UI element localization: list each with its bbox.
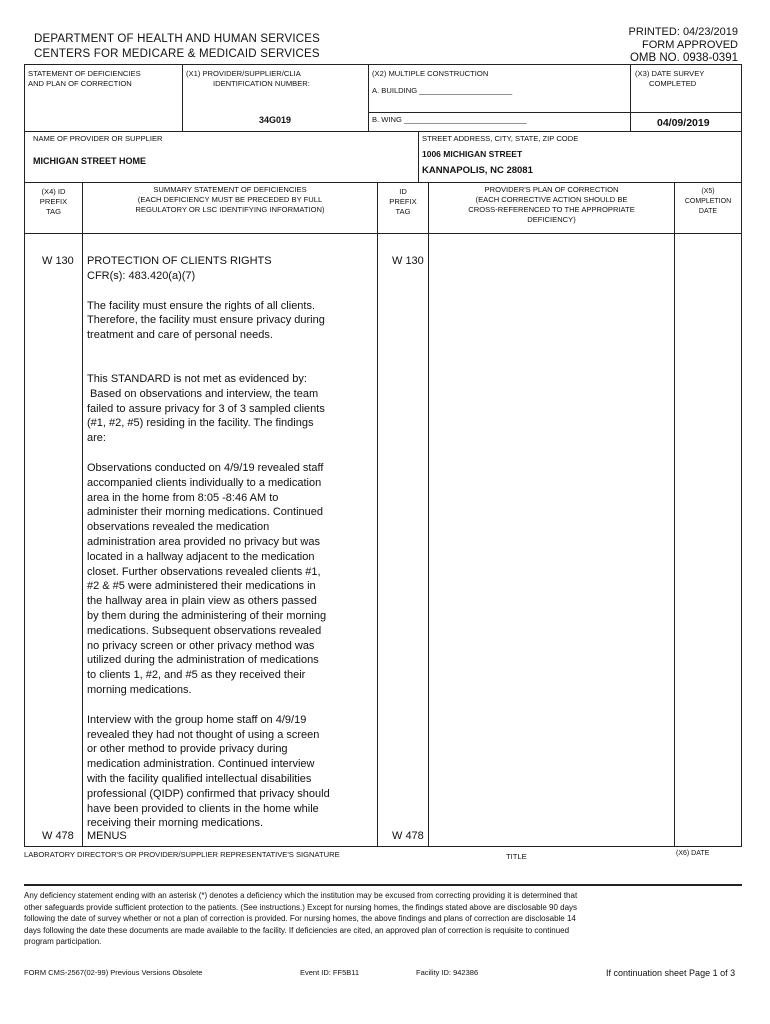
- x1-label-line: IDENTIFICATION NUMBER:: [213, 79, 310, 88]
- next-deficiency-title: MENUS: [87, 830, 127, 842]
- divider: [82, 182, 83, 846]
- survey-date: 04/09/2019: [657, 117, 710, 129]
- paragraph: [87, 461, 375, 698]
- text-line: by them during the administering of their morning: [87, 609, 327, 622]
- text-line: receiving their morning medications.: [87, 817, 264, 830]
- provider-name: MICHIGAN STREET HOME: [33, 156, 147, 166]
- paragraph: [87, 713, 375, 831]
- text-line: administration area provided no privacy but was: [87, 535, 320, 548]
- text-line: utilized during the administration of medications: [87, 654, 319, 667]
- text-line: have been provided to clients in the home while: [87, 802, 319, 815]
- text-line: closet. Further observations revealed clients #1,: [87, 565, 321, 578]
- text-line: The facility must ensure the rights of all clients.: [87, 299, 316, 312]
- text-line: professional (QIDP) confirmed that privacy should: [87, 787, 330, 800]
- plan-header-line: DEFICIENCY): [527, 215, 576, 224]
- text-line: Observations conducted on 4/9/19 revealed staff: [87, 461, 324, 474]
- deficiency-title: PROTECTION OF CLIENTS RIGHTS: [87, 255, 272, 267]
- prefix-tag: W 478: [42, 830, 74, 842]
- form-approved: FORM APPROVED: [642, 39, 738, 51]
- footnote-line: following the date of survey whether or not a plan of correction is provided. For nursing homes, the above findings and plans of correction are disclosable 14: [24, 914, 576, 924]
- footnote-line: program participation.: [24, 937, 102, 947]
- provider-id: 34G019: [259, 115, 292, 125]
- id-header-line: TAG: [395, 207, 411, 216]
- plan-header: [429, 185, 674, 225]
- footnote: [24, 890, 744, 948]
- statement-label-line: AND PLAN OF CORRECTION: [28, 79, 132, 88]
- wing-field: B. WING _____________________________: [372, 115, 527, 124]
- text-line: Therefore, the facility must ensure privacy during: [87, 314, 325, 327]
- divider: [24, 884, 742, 886]
- deficiency-cfr: CFR(s): 483.420(a)(7): [87, 269, 196, 282]
- x3-label: [635, 69, 704, 89]
- signature-label: LABORATORY DIRECTOR'S OR PROVIDER/SUPPLIER REPRESENTATIVE'S SIGNATURE: [24, 850, 340, 859]
- statement-label-line: STATEMENT OF DEFICIENCIES: [28, 69, 141, 78]
- facility-id: Facility ID: 942386: [416, 968, 479, 977]
- plan-header-line: (EACH CORRECTIVE ACTION SHOULD BE: [475, 195, 628, 204]
- title-label: TITLE: [506, 852, 527, 861]
- divider: [24, 64, 742, 65]
- x1-label-line: (X1) PROVIDER/SUPPLIER/CLIA: [186, 69, 301, 78]
- divider: [24, 131, 742, 132]
- text-line: Interview with the group home staff on 4/9/19: [87, 713, 307, 726]
- form-status-header: [629, 26, 738, 65]
- agency-header: [34, 32, 320, 62]
- text-line: administer their morning medications. Continued: [87, 506, 324, 519]
- address-line1: 1006 MICHIGAN STREET: [422, 149, 523, 159]
- paragraph: [87, 372, 375, 446]
- text-line: area in the home from 8:05 -8:46 AM to: [87, 491, 279, 504]
- text-line: medication administration. Continued interview: [87, 758, 315, 771]
- prefix-tag: W 130: [42, 255, 74, 267]
- text-line: morning medications.: [87, 683, 192, 696]
- x5-header: [675, 187, 741, 217]
- id-header-line: PREFIX: [389, 197, 417, 206]
- summary-header-line: REGULATORY OR LSC IDENTIFYING INFORMATION): [135, 205, 325, 214]
- statement-label: [28, 69, 141, 89]
- x3-label-line: COMPLETED: [649, 79, 697, 88]
- summary-header-line: (EACH DEFICIENCY MUST BE PRECEDED BY FULL: [137, 195, 323, 204]
- x4-header-line: PREFIX: [39, 197, 68, 206]
- footnote-line: days following the date these documents are made available to the facility. If deficiencies are cited, an approved plan of correction is requisite to continued: [24, 925, 570, 935]
- text-line: located in a hallway adjacent to the medication: [87, 550, 315, 563]
- text-line: revealed they had not thought of using a screen: [87, 728, 320, 741]
- text-line: with the facility qualified intellectual disabilities: [87, 772, 312, 785]
- summary-header-line: SUMMARY STATEMENT OF DEFICIENCIES: [153, 185, 307, 194]
- deficiency-text: [87, 254, 375, 831]
- id-header-line: ID: [399, 187, 407, 196]
- divider: [428, 182, 429, 846]
- text-line: failed to assure privacy for 3 of 3 sampled clients: [87, 402, 325, 415]
- divider: [24, 182, 742, 183]
- divider: [630, 64, 631, 131]
- text-line: treatment and care of personal needs.: [87, 329, 273, 342]
- id-header: [378, 187, 428, 217]
- form-number: FORM CMS-2567(02-99) Previous Versions Obsolete: [24, 968, 203, 977]
- summary-header: [83, 185, 377, 215]
- text-line: Based on observations and interview, the team: [87, 387, 319, 400]
- omb-number: OMB NO. 0938-0391: [629, 52, 738, 64]
- provider-name-label: NAME OF PROVIDER OR SUPPLIER: [33, 134, 163, 143]
- divider: [368, 64, 369, 131]
- plan-header-line: PROVIDER'S PLAN OF CORRECTION: [484, 185, 619, 194]
- text-line: (#1, #2, #5) residing in the facility. The findings: [87, 417, 314, 430]
- x4-header-line: (X4) ID: [41, 187, 66, 196]
- building-field: A. BUILDING ______________________: [372, 86, 513, 95]
- divider: [24, 233, 742, 234]
- x1-label: [186, 69, 310, 89]
- x3-label-line: (X3) DATE SURVEY: [635, 69, 705, 78]
- divider: [24, 846, 742, 847]
- prefix-tag: W 130: [392, 255, 424, 267]
- border-left: [24, 64, 25, 846]
- date-label: (X6) DATE: [676, 850, 710, 857]
- x4-header-line: TAG: [45, 207, 62, 216]
- plan-header-line: CROSS-REFERENCED TO THE APPROPRIATE: [468, 205, 635, 214]
- x2-label: (X2) MULTIPLE CONSTRUCTION: [372, 69, 489, 78]
- text-line: #2 & #5 were administered their medications in: [87, 580, 316, 593]
- address-line2: KANNAPOLIS, NC 28081: [422, 165, 533, 176]
- prefix-tag: W 478: [392, 830, 424, 842]
- border-right: [741, 64, 742, 846]
- text-line: medications. Subsequent observations revealed: [87, 624, 322, 637]
- x5-header-line: (X5): [701, 188, 715, 195]
- x5-header-line: DATE: [698, 208, 718, 215]
- text-line: are:: [87, 432, 106, 445]
- text-line: the hallway area in plain view as others passed: [87, 595, 317, 608]
- divider: [182, 64, 183, 131]
- divider: [418, 131, 419, 182]
- divider: [368, 112, 742, 113]
- footnote-line: Any deficiency statement ending with an asterisk (*) denotes a deficiency which the institution may be excused from correcting providing it is determined that: [24, 891, 578, 900]
- text-line: no privacy screen or other privacy method was: [87, 639, 315, 652]
- x5-header-line: COMPLETION: [684, 198, 732, 205]
- text-line: to clients 1, #2, and #5 as they received their: [87, 669, 306, 682]
- divider: [377, 182, 378, 846]
- divider: [674, 182, 675, 846]
- text-line: observations revealed the medication: [87, 521, 270, 534]
- text-line: This STANDARD is not met as evidenced by:: [87, 372, 307, 385]
- agency-name: CENTERS FOR MEDICARE & MEDICAID SERVICES: [34, 48, 320, 60]
- address-label: STREET ADDRESS, CITY, STATE, ZIP CODE: [422, 134, 579, 143]
- text-line: accompanied clients individually to a medication: [87, 476, 322, 489]
- event-id: Event ID: FF5B11: [300, 968, 360, 977]
- page-indicator: If continuation sheet Page 1 of 3: [606, 968, 736, 978]
- printed-date: PRINTED: 04/23/2019: [628, 26, 738, 38]
- footnote-line: other safeguards provide sufficient protection to the patients. (See instructions.) Except for nursing homes, the findings stated above are disclosable 90 days: [24, 902, 578, 912]
- paragraph: [87, 299, 375, 343]
- text-line: or other method to provide privacy during: [87, 743, 288, 756]
- department-name: DEPARTMENT OF HEALTH AND HUMAN SERVICES: [34, 33, 320, 45]
- x4-header: [25, 187, 82, 217]
